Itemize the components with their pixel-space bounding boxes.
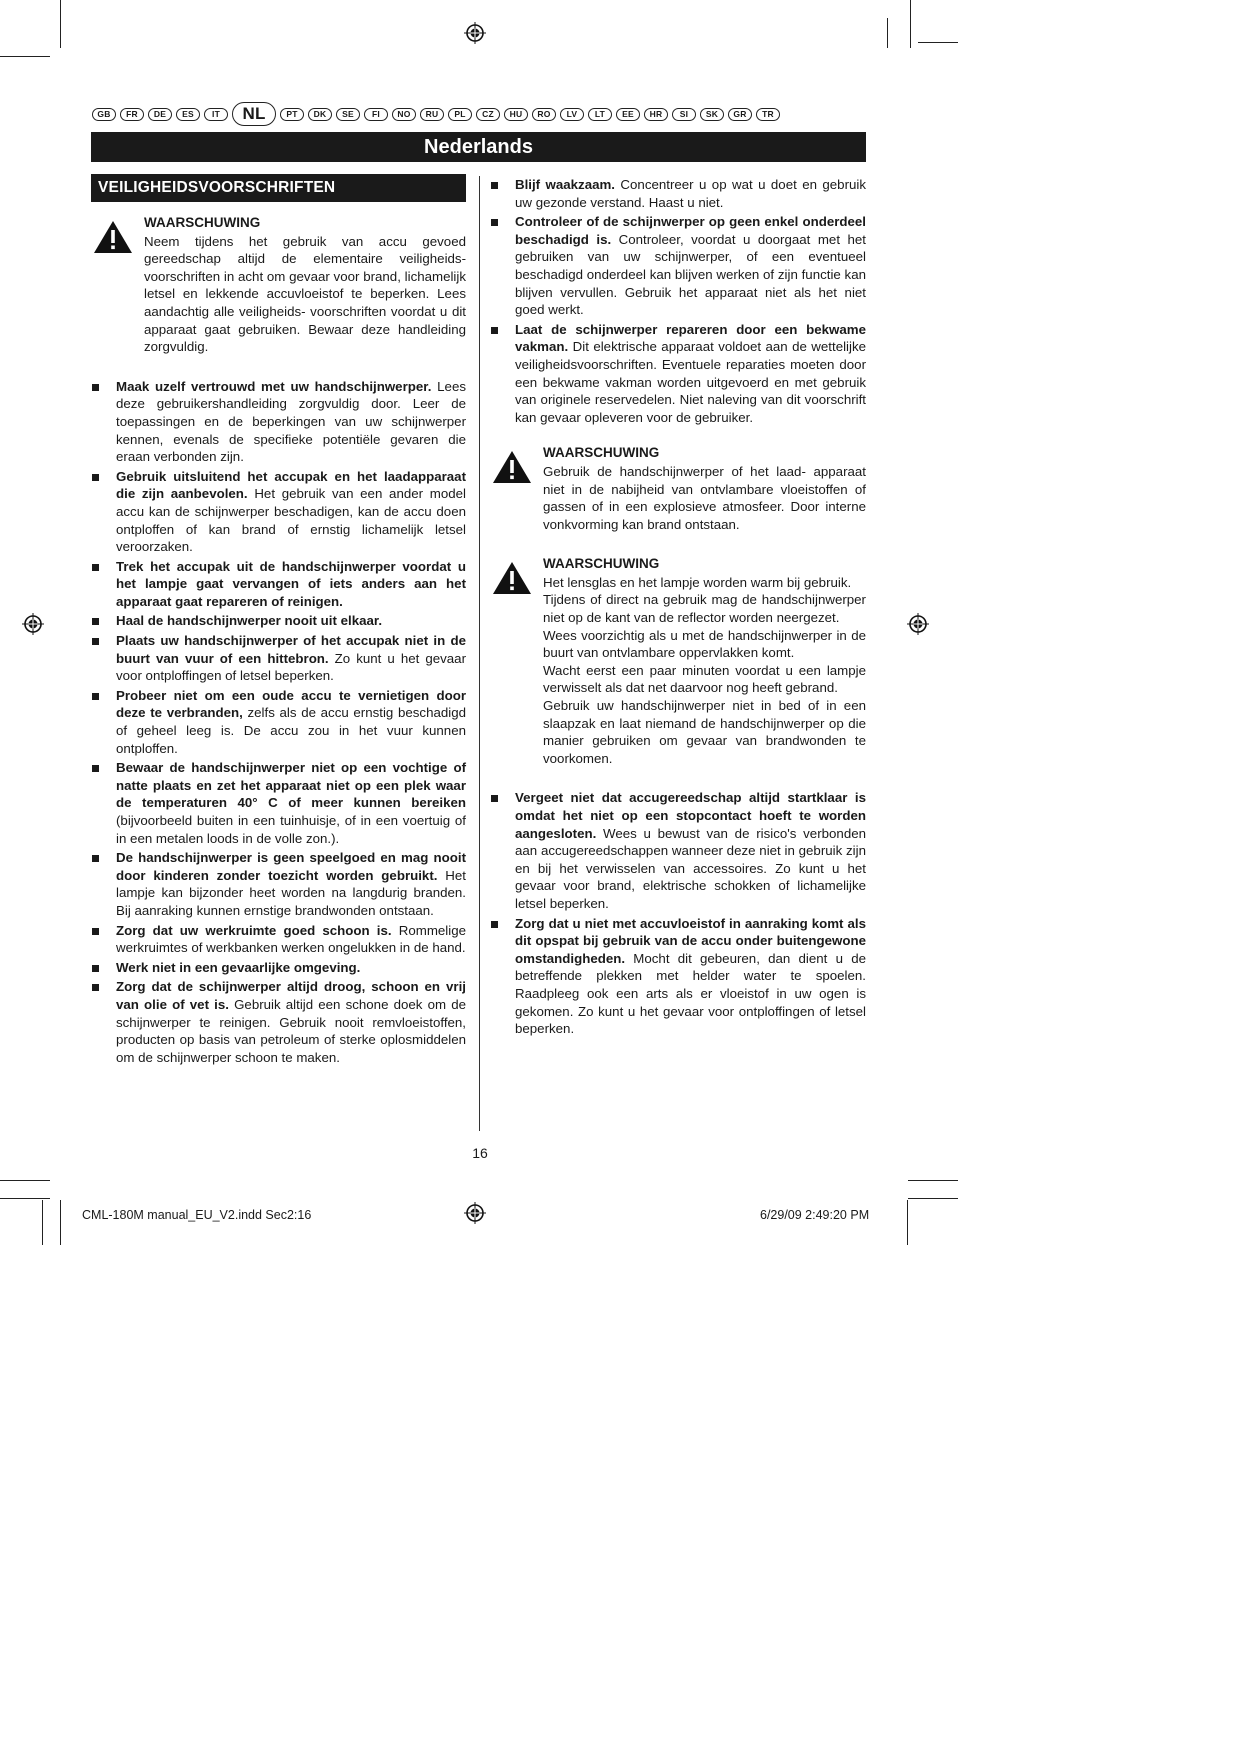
- right-bullet-list-bottom: [490, 789, 866, 1037]
- crop-mark: [908, 1180, 958, 1181]
- column-divider: [479, 176, 480, 1131]
- language-pill-hr[interactable]: HR: [644, 108, 668, 121]
- left-column: [91, 214, 466, 1068]
- language-pill-tr[interactable]: TR: [756, 108, 780, 121]
- section-title: VEILIGHEIDSVOORSCHRIFTEN: [91, 174, 466, 202]
- left-bullet-list: [91, 378, 466, 1067]
- bullet-item: [490, 789, 866, 912]
- language-pill-se[interactable]: SE: [336, 108, 360, 121]
- crop-mark: [918, 42, 958, 43]
- language-pill-lt[interactable]: LT: [588, 108, 612, 121]
- language-pill-es[interactable]: ES: [176, 108, 200, 121]
- bullet-square-icon: [491, 921, 498, 928]
- bullet-item: [490, 213, 866, 319]
- bullet-text: zelfs als de accu ernstig beschadigd of geheel leeg is. De accu zou in het vuur kunnen ontploffen.: [116, 705, 466, 756]
- warning-paragraph: Wees voorzichtig als u met de handschijnwerper in de buurt van ontvlambare oppervlakken komt.: [543, 627, 866, 661]
- bullet-square-icon: [92, 928, 99, 935]
- registration-mark-icon: [464, 1202, 486, 1224]
- language-pill-pt[interactable]: PT: [280, 108, 304, 121]
- bullet-text: Zo kunt u het gevaar voor ontploffingen of letsel beperken.: [116, 650, 466, 684]
- language-selector: [92, 100, 866, 128]
- bullet-square-icon: [92, 965, 99, 972]
- language-pill-fi[interactable]: FI: [364, 108, 388, 121]
- bullet-square-icon: [491, 327, 498, 334]
- registration-mark-icon: [907, 613, 929, 635]
- warning-block: [490, 555, 866, 767]
- bullet-text: Wees u bewust van de risico's verbonden aan accugereedschappen wanneer deze niet in gebruik zijn en bij het verwisselen van accessoires. Zo kunt u het gevaar voor brand, elektrische schokken of lichamelijke letsel beperken.: [515, 825, 866, 911]
- bullet-text: Gebruik altijd een schone doek om de schijnwerper te reinigen. Gebruik nooit remvloeistoffen, producten op basis van petroleum of sterke oplosmiddelen om de schijnwerper schoon te maken.: [116, 996, 466, 1065]
- bullet-bold-text: Bewaar de handschijnwerper niet op een vochtige of natte plaats en zet het apparaat niet op een plek waar de temperaturen 40° C of meer kunnen bereiken: [116, 760, 466, 811]
- language-pill-si[interactable]: SI: [672, 108, 696, 121]
- warning-triangle-icon: [93, 220, 133, 254]
- bullet-item: [91, 759, 466, 847]
- bullet-text: Dit elektrische apparaat voldoet aan de wettelijke veiligheidsvoorschriften. Eventuele reparaties moeten door een bekwame vakman worden uitgevoerd en met gebruik van originele reservedelen. Niet naleving van dit voorschrift kan gevaar opleveren voor de gebruiker.: [515, 339, 866, 425]
- language-pill-ee[interactable]: EE: [616, 108, 640, 121]
- warning-title: WAARSCHUWING: [543, 445, 660, 461]
- bullet-item: [91, 849, 466, 919]
- registration-mark-icon: [22, 613, 44, 635]
- bullet-text: (bijvoorbeeld buiten in een tuinhuisje, of in een voertuig of in een metalen loods in de volle zon.).: [116, 813, 466, 846]
- bullet-item: [91, 558, 466, 611]
- bullet-bold-text: Controleer of de schijnwerper op geen enkel onderdeel beschadigd is.: [515, 214, 866, 247]
- warning-text: Neem tijdens het gebruik van accu gevoed gereedschap altijd de elementaire veiligheids- voorschriften in acht om gevaar voor brand, lichamelijk letsel en lekkende accuvloeistof te beperken. Lees aandachtig alle veiligheids- voorschriften voordat u dit apparaat gaat gebruiken. Bewaar deze handleiding zorgvuldig.: [144, 233, 466, 355]
- warning-title: WAARSCHUWING: [144, 215, 261, 230]
- language-pill-gb[interactable]: GB: [92, 108, 116, 121]
- language-pill-lv[interactable]: LV: [560, 108, 584, 121]
- right-column: [490, 176, 866, 1040]
- language-pill-ro[interactable]: RO: [532, 108, 556, 121]
- bullet-bold-text: Gebruik uitsluitend het accupak en het laadapparaat die zijn aanbevolen.: [116, 468, 466, 502]
- bullet-item: [91, 632, 466, 685]
- bullet-bold-text: Zorg dat u niet met accuvloeistof in aanraking komt als dit opspat bij gebruik van de accu onder buitengewone omstandigheden.: [515, 915, 866, 966]
- bullet-bold-text: Trek het accupak uit de handschijnwerper voordat u het lampje gaat vervangen of iets anders aan het apparaat gaat repareren of reinigen.: [116, 558, 466, 609]
- language-pill-it[interactable]: IT: [204, 108, 228, 121]
- crop-mark: [42, 1200, 43, 1245]
- crop-mark: [0, 1198, 50, 1199]
- crop-mark: [887, 18, 888, 48]
- language-pill-de[interactable]: DE: [148, 108, 172, 121]
- crop-mark: [60, 1200, 61, 1245]
- bullet-bold-text: Maak uzelf vertrouwd met uw handschijnwerper.: [116, 378, 432, 394]
- right-bullet-list-top: [490, 176, 866, 426]
- language-pill-fr[interactable]: FR: [120, 108, 144, 121]
- crop-mark: [908, 1198, 958, 1199]
- language-pill-dk[interactable]: DK: [308, 108, 332, 121]
- bullet-bold-text: Werk niet in een gevaarlijke omgeving.: [116, 959, 361, 975]
- bullet-bold-text: Zorg dat de schijnwerper altijd droog, schoon en vrij van olie of vet is.: [116, 979, 466, 1012]
- footer-file-info: CML-180M manual_EU_V2.indd Sec2:16: [82, 1208, 312, 1222]
- warning-paragraph: Het lensglas en het lampje worden warm bij gebruik.: [543, 574, 852, 590]
- bullet-item: [91, 612, 466, 630]
- bullet-square-icon: [92, 564, 99, 571]
- bullet-square-icon: [92, 618, 99, 625]
- language-pill-cz[interactable]: CZ: [476, 108, 500, 121]
- crop-mark: [0, 1180, 50, 1181]
- bullet-square-icon: [491, 795, 498, 802]
- registration-mark-icon: [464, 22, 486, 44]
- bullet-square-icon: [92, 855, 99, 862]
- bullet-square-icon: [92, 638, 99, 645]
- crop-mark: [910, 0, 911, 48]
- bullet-text: Lees deze gebruikershandleiding zorgvuldig door. Leer de toepassingen en de beperkingen van uw schijnwerper kennen, evenals de specifieke potentiële gevaren die eraan verbonden zijn.: [116, 378, 466, 465]
- bullet-item: [91, 959, 466, 977]
- language-pill-pl[interactable]: PL: [448, 108, 472, 121]
- bullet-text: Het lampje kan bijzonder heet worden na langdurig branden. Bij aanraking kunnen ernstige brandwonden ontstaan.: [116, 867, 466, 918]
- warning-paragraph: Gebruik uw handschijnwerper niet in bed of in een slaapzak en laat niemand de handschijnwerper op die manier gebruiken om gevaar van brandwonden te voorkomen.: [543, 698, 866, 766]
- warning-title: WAARSCHUWING: [543, 556, 660, 572]
- crop-mark: [60, 0, 61, 48]
- bullet-bold-text: De handschijnwerper is geen speelgoed en mag nooit door kinderen zonder toezicht worden gebruikt.: [116, 850, 466, 883]
- page-number: 16: [472, 1145, 488, 1161]
- bullet-text: Rommelige werkruimtes of werkbanken werken ongelukken in de hand.: [116, 922, 466, 956]
- bullet-item: [91, 687, 466, 757]
- bullet-item: [490, 915, 866, 1038]
- footer-timestamp: 6/29/09 2:49:20 PM: [760, 1208, 870, 1222]
- bullet-square-icon: [92, 693, 99, 700]
- language-pill-nl[interactable]: NL: [232, 102, 276, 126]
- warning-paragraph: Wacht eerst een paar minuten voordat u een lampje verwisselt als dat net daarvoor nog heeft gebrand.: [543, 662, 866, 696]
- warning-paragraph: Tijdens of direct na gebruik mag de handschijnwerper niet op de kant van de reflector worden neergezet.: [543, 592, 866, 626]
- bullet-bold-text: Laat de schijnwerper repareren door een bekwame vakman.: [515, 321, 866, 355]
- bullet-bold-text: Vergeet niet dat accugereedschap altijd startklaar is omdat het niet op een stopcontact hoeft te worden aangesloten.: [515, 790, 866, 841]
- bullet-item: [490, 321, 866, 427]
- warning-text: Gebruik de handschijnwerper of het laad- apparaat niet in de nabijheid van ontvlambare vloeistoffen of gassen of in een explosieve atmosfeer. Door interne vonkvorming kan brand ontstaan.: [543, 463, 866, 532]
- bullet-square-icon: [92, 474, 99, 481]
- bullet-text: Controleer, voordat u doorgaat met het gebruiken van uw schijnwerper, of een eventueel beschadigd onderdeel kan blijven werken of zijn functie kan blijven vervullen. Gebruik het apparaat niet als het niet goed werkt.: [515, 231, 866, 318]
- bullet-item: [91, 468, 466, 556]
- crop-mark: [0, 56, 50, 57]
- bullet-bold-text: Blijf waakzaam.: [515, 177, 616, 192]
- language-banner: Nederlands: [91, 132, 866, 162]
- bullet-bold-text: Probeer niet om een oude accu te vernietigen door deze te verbranden,: [116, 687, 466, 721]
- bullet-item: [91, 978, 466, 1066]
- bullet-square-icon: [92, 765, 99, 772]
- warning-block: [91, 214, 466, 356]
- bullet-text: Het gebruik van een ander model accu kan de schijnwerper beschadigen, kan de accu doen ontploffen of kan brand of ernstig lichamelijk letsel veroorzaken.: [116, 486, 466, 555]
- bullet-square-icon: [491, 182, 498, 189]
- warning-triangle-icon: [492, 561, 532, 595]
- crop-mark: [907, 1200, 908, 1245]
- bullet-item: [490, 176, 866, 211]
- language-pill-no[interactable]: NO: [392, 108, 416, 121]
- bullet-square-icon: [491, 219, 498, 226]
- language-pill-hu[interactable]: HU: [504, 108, 528, 121]
- bullet-item: [91, 922, 466, 957]
- bullet-square-icon: [92, 384, 99, 391]
- bullet-square-icon: [92, 984, 99, 991]
- language-pill-sk[interactable]: SK: [700, 108, 724, 121]
- bullet-bold-text: Zorg dat uw werkruimte goed schoon is.: [116, 922, 392, 938]
- language-pill-ru[interactable]: RU: [420, 108, 444, 121]
- bullet-text: Mocht dit gebeuren, dan dient u de betreffende plekken met helder water te spoelen. Raadpleeg ook een arts als er vloeistof in uw ogen is gekomen. Zo kunt u het gevaar voor ontploffingen of letsel beperken.: [515, 950, 866, 1037]
- bullet-item: [91, 378, 466, 466]
- warning-triangle-icon: [492, 450, 532, 484]
- bullet-bold-text: Haal de handschijnwerper nooit uit elkaar.: [116, 613, 383, 629]
- bullet-text: Concentreer u op wat u doet en gebruik uw gezonde verstand. Haast u niet.: [515, 177, 867, 210]
- bullet-bold-text: Plaats uw handschijnwerper of het accupak niet in de buurt van vuur of een hittebron.: [116, 633, 466, 666]
- warning-block: [490, 444, 866, 533]
- language-pill-gr[interactable]: GR: [728, 108, 752, 121]
